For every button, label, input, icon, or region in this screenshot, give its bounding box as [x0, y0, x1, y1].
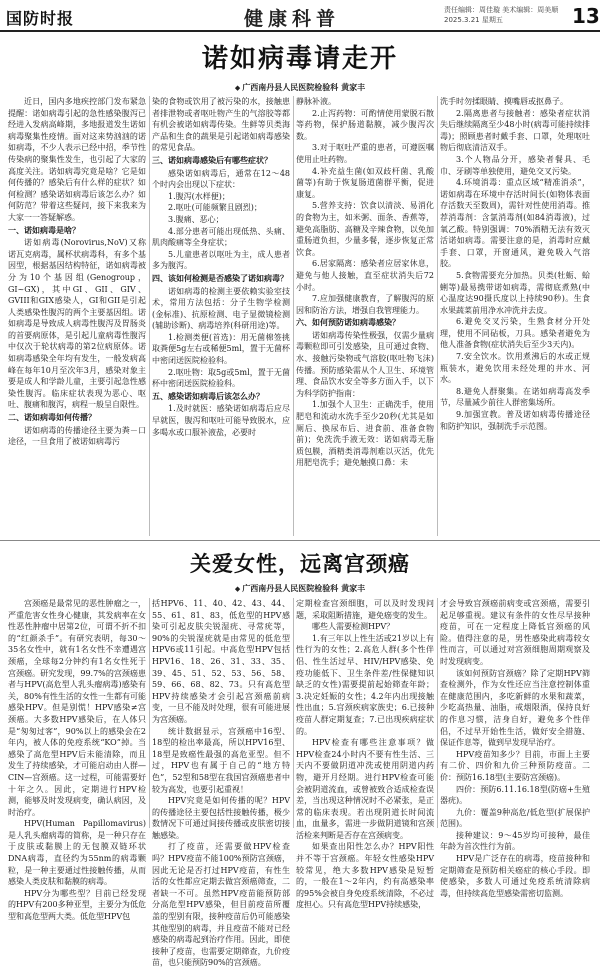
paragraph: HPV疫苗知多少？目前，市面上主要有二价、四价和九价三种预防疫苗。二价：预防16.18型(主要防宫颈癌)。	[440, 749, 590, 782]
article2-col-1	[8, 598, 146, 922]
article1-author: 广西南丹县人民医院检验科 黄家丰	[242, 83, 366, 92]
paragraph: 洗手时勿揉眼睛、摸嘴唇或抠鼻子。	[440, 97, 568, 106]
paragraph: 5.营养支持：饮食以清淡、易消化的食物为主，如米粥、面条、香蕉等，避免高脂肪、高糖及辛辣食物，以免加重肠道负担，少量多餐，逐步恢复正常饮食。	[296, 201, 434, 257]
section-title: 健康科普	[244, 8, 341, 30]
paragraph: 7.安全饮水。饮用煮沸后的水或正规瓶装水，避免饮用未经处理的井水、河水。	[440, 352, 590, 385]
paragraph: 统计数据显示，宫颈癌中16型、18型的检出率最高，所以HPV16型、18型是致癌性最强的高危亚型。但不过，HPV也有属于自己的“地方特色”，52型和58型在我国宫颈癌患者中较为高发，也要引起重视！	[152, 726, 290, 794]
paragraph: HPV检查有哪些注意事项？做HPV检查24小时内不要有性生活、三天内不要做阴道冲洗或使用阴道内药物，避开月经期。进行HPV检查可能会被阴道流血，或曾被致合适成检查误差，当出现这种情况时不必紧张，是正常的临床表现。若出现阴道长时间流血，血量多，需进一步做阴道镜和宫颈活检来判断是否存在宫颈病变。	[296, 738, 434, 840]
page-header	[0, 0, 600, 33]
article1-col-4	[440, 96, 590, 536]
paragraph: 3.腹痛、恶心；	[168, 214, 224, 224]
paragraph: 诺如病毒传染性极强，仅需少量病毒颗粒即可引发感染，且可通过食物、水、接触污染物或气溶胶(呕吐物飞沫)传播。预防感染需从个人卫生、环境管理、食品饮水安全等多方面入手，以下为科学防护指南：	[296, 330, 434, 398]
article1-title: 诺如病毒请走开	[201, 44, 398, 74]
newspaper-logo: 国防时报	[6, 9, 75, 28]
paragraph: HPV究竟是如何传播的呢？HPV的传播途径主要包括性接触传播，极少数情况下可通过间接传播或皮肤密切接触感染。	[152, 796, 290, 840]
column-divider	[149, 598, 150, 828]
section-heading: 三、诺如病毒感染后有哪些症状？	[152, 154, 272, 165]
paragraph: 静脉补液。	[296, 97, 336, 106]
paragraph: 四价：预防6.11.16.18型(防癌+生殖器疣)。	[440, 784, 590, 806]
paragraph: HPV是广泛存在的病毒，疫苗接种和定期筛查是预防相关癌症的核心手段。即使感染，多数人可通过免疫系统清除病毒，但持续高危型感染需密切监测。	[440, 854, 590, 898]
paragraph: 9.加强宣教。普及诺如病毒传播途径和防护知识，强制洗手示范图。	[440, 410, 590, 431]
paragraph: 诺如病毒的检测主要依赖实验室技术，常用方法包括：分子生物学检测(金标准)、抗原检测、电子显微镜检测(辅助诊断)、病毒培养(科研用途)等。	[152, 286, 290, 331]
paragraph: 5.食物需要充分加热。贝类(牡蛎、蛤蜊等)最易携带诺如病毒，需彻底煮熟(中心温度达90摄氏度以上持续90秒)。生食水果蔬菜前用净水冲洗并去皮。	[440, 270, 590, 315]
section-heading: 一、诺如病毒是啥？	[8, 224, 80, 235]
article2-col-2	[152, 598, 290, 968]
paragraph: 括HPV6、11、40、42、43、44、55、61、81、83，低危型的HPV感染可引起皮肤尖锐湿疣、寻常疣等，90%的尖锐湿疣就是由常见的低危型HPV6或11引起。中高危型HPV包括HPV16、18、26、31、33、35、39、45、51、52、53、56、58、59、66、68、82、73。只有高危型HPV持续感染才会引起宫颈癌前病变，一旦不能及时处理，很有可能进展为宫颈癌。	[152, 599, 290, 724]
paragraph: 1.加强个人卫生：正确洗手，使用肥皂和流动水洗手至少20秒(尤其是如厕后、换尿布后、进食前、准备食物前)；免洗洗手液无效：诺如病毒无脂质包膜，酒精类消毒剂难以灭活，优先用肥皂洗手；避免触摸口鼻：未	[296, 400, 434, 468]
column-divider	[149, 96, 150, 536]
article2-col-4	[440, 598, 590, 898]
editor-line: 责任编辑：周佳璇 美术编辑：周美顺	[444, 6, 559, 14]
paragraph: 如果查出阳性怎么办？HPV阳性并不等于宫颈癌。年轻女性感染HPV较常见，绝大多数HPV感染是短暂的，一般在1～2年内，约有高感染率的95%会被自身免疫系统清除，不必过度担心。只有高危型HPV持续感染，	[296, 842, 434, 910]
paragraph: 1.腹泻(水样便)；	[168, 191, 230, 201]
section-heading: 四、该如何检测是否感染了诺如病毒？	[152, 272, 288, 283]
paragraph: 九价：覆盖9种高危/低危型(扩展保护范围)。	[440, 807, 590, 829]
paragraph: 感染诺如病毒后，通常在12～48个时内会出现以下症状：	[152, 168, 290, 190]
paragraph: 7.应加强健康教育，了解腹泻的原因和防治方法，增强自我管理能力。	[296, 294, 434, 315]
paragraph: 1.及时就医：感染诺如病毒后应尽早就医，腹泻和呕吐可能导致脱水，应多喝水或口服补液盐，必要时	[152, 404, 290, 437]
paragraph: 8.避免人群聚集。在诺如病毒高发季节，尽量减少前往人群密集场所。	[440, 386, 590, 408]
paragraph: 2.隔离患者与接触者：感染者症状消失后继续隔离至少48小时(病毒可能持续排毒)；照顾患者时戴手套、口罩，处理呕吐物后彻底清洁双手。	[440, 108, 590, 153]
paragraph: 该如何预防宫颈癌？除了定期HPV筛查检测外，作为女性还应当注意控制体重在健康范围内，多吃新鲜的水果和蔬菜，少吃高热量、油脂，戒烟限酒，保持良好的作息习惯，洁身自好，避免多个性伴侣，不过早开始性生活，做好安全措施、保证作息等，做到早发现早治疗。	[440, 668, 590, 748]
paragraph: 2.呕吐(可能频繁且剧烈)；	[168, 203, 262, 213]
triangle-icon: ◆	[234, 585, 241, 593]
paragraph: 1.有三年以上性生活或21岁以上有性行为的女性；2.高危人群(多个性伴侣、性生活过早、HIV/HPV感染、免疫功能低下、卫生条件差/性保健知识缺乏的女性)需要提前起始筛查年龄；3.决定妊娠的女性；4.2年内出现接触性出血；5.宫颈疾病家族史；6.已接种疫苗人群定期复查；7.已出现疾病症状的。	[296, 633, 434, 736]
paragraph: 诺如病毒的传播途径主要为粪－口途径，一旦食用了被诺如病毒污	[8, 425, 146, 447]
paragraph: 哪些人需要检测HPV？	[312, 622, 395, 632]
article2-author: 广西南丹县人民医院检验科 黄家丰	[242, 584, 366, 593]
paragraph: 近日，国内多地疾控部门发布紧急提醒：诺如病毒引起的急性感染腹泻已经进入发病高峰期，多地报道发生诺如病毒聚集性疫情。面对这来势汹汹的诺如病毒，不少人表示已经中招，季节性传染病的聚集性发生，也引起了大家的高度关注。诺如病毒究竟是啥？它是如何传播的？感染后有什么样的症状？如何检测？感染诺如病毒后该怎么办？如何防范？带着这些疑问，接下来我来为大家一一答疑解惑。	[8, 97, 146, 222]
paragraph: 6.居家隔离：感染者应居家休息，避免与他人接触，直至症状消失后72小时。	[296, 259, 434, 292]
article2-col-3	[296, 598, 434, 910]
paragraph: 5.儿童患者以呕吐为主，成人患者多为腹泻。	[152, 249, 290, 271]
triangle-icon: ◆	[234, 84, 241, 92]
column-divider	[293, 96, 294, 536]
article1-byline	[0, 82, 600, 93]
column-divider	[437, 96, 438, 536]
paragraph: 4.环境消毒：重点区域“精准消杀”，诺如病毒在环境中存活时间长(如物体表面存活数天至数周)，需针对性使用消毒。推荐消毒剂：含氯消毒剂(如84消毒液)，过氧乙酸。特别强调：70%酒精无法有效灭活诺如病毒。需要注意的是，消毒时应戴手套、口罩，开窗通风，避免吸入气溶胶。	[440, 178, 590, 269]
paragraph: 1.检测类便(首选)：用无菌棉签挑取粪便5g左右或稀便5ml，置于无菌杯中密闭送医院检验科。	[152, 332, 290, 366]
article1-col-2	[152, 96, 290, 536]
article1-col-3	[296, 96, 434, 536]
article1-col-1	[8, 96, 146, 536]
paragraph: 接种建议：9～45岁均可接种，最佳年龄为首次性行为前。	[440, 830, 590, 852]
section-heading: 六、如何预防诺如病毒感染？	[296, 317, 400, 328]
edition-meta	[444, 5, 558, 25]
paragraph: 2.止泻药物：可酌情使用蒙脱石散等药物，保护肠道黏膜，减少腹泻次数。	[296, 108, 434, 141]
section-heading: 二、诺如病毒如何传播？	[8, 412, 96, 423]
paragraph: 3.个人物品分开，感染者餐具、毛巾、牙刷等单独使用，避免交叉污染。	[440, 154, 590, 176]
article-separator	[0, 540, 600, 541]
paragraph: 打了疫苗，还需要做HPV检查吗？HPV疫苗不能100%预防宫颈癌，因此无论是否打过HPV疫苗，有性生活的女性都应定期去做宫颈癌筛查，二者缺一不可。虽然HPV疫苗能预防部分高危型HPV感染，但目前疫苗所覆盖的型别有限，接种疫苗后仍可能感染其他型别的病毒，并且疫苗不能对已经感染的病毒起到治疗作用。因此，即使接种了疫苗，也需要定期筛查，九价疫苗，也只能预防90%的宫颈癌。	[152, 842, 290, 968]
paragraph: 才会导致宫颈癌前病变或宫颈癌，需要引起足够重视。建议有条件的女性尽早接种疫苗，可在一定程度上降低宫颈癌的风险。值得注意的是，男性感染此病毒较女性而言，可以通过对宫颈细胞周期观察及时发现病变。	[440, 599, 590, 666]
paragraph: 定期检查宫颈细胞，可以及时发现问题，采取阻断措施，避免癌变的发生。	[296, 599, 434, 620]
paragraph: 诺如病毒(Norovirus,NoV)又称诺瓦克病毒，属杯状病毒科，有多个基因型，根据基因结构特征，诺如病毒被分为10个基因组(Genogroup，GI~GX)，其中GI、GII、GIV、GVIII和GIX感染人，GI和GII是引起人类感染性腹泻的两个主要基因组。诺如病毒是导致成人病毒性腹泻及胃肠炎的首要病原体，是引起儿童病毒性腹泻中仅次于轮状病毒的第2位病原体。诺如病毒感染全年均有发生，一般发病高峰在每年10月至次年3月，感染对象主要是成人和学龄儿童，主要引起急性感染性腹泻。临床症状表现为恶心、呕吐、腹痛和腹泻，病程一般呈自限性。	[8, 238, 146, 410]
paragraph: 6.避免交叉污染，生熟食材分开处理，使用不同砧板，刀具。感染者避免为他人准备食物(症状消失后至少3天内)。	[440, 317, 590, 350]
paragraph: 宫颈癌是最常见的恶性肿瘤之一，严重危害女性身心健康，其发病率在女性恶性肿瘤中居第2位，可谓不折不扣的“红颜杀手”。有研究表明，每30～35名女性中，就有1名女性不幸遭遇宫颈癌，全球每2分钟约有1名女性死于宫颈癌。研究发现，99.7%的宫颈癌患者与HPV(高危型人乳头瘤病毒)感染有关，80%有性生活的女性一生都有可能感染HPV。但是别慌！HPV感染≠宫颈癌。大多数HPV感染后，在人体只是“匆匆过客”，90%以上的感染会在2年内，被人体的免疫系统“KO”掉。当感染了高危型HPV后未能清除，而且发生了持续感染，才可能启动由人群—CIN—宫颈癌。这一过程，可能需要好十年之久。因此，定期进行HPV检测，能够及时发现病变，确认病因，及时治疗。	[8, 599, 146, 817]
paragraph: 4.补充益生菌(如双歧杆菌、乳酸菌等)有助于恢复肠道菌群平衡，促进康复。	[296, 166, 434, 199]
paragraph: HPV(Human Papillomavirus)是人乳头瘤病毒的简称，是一种只存在于皮肤或黏膜上的无包膜双链环状DNA病毒，直径约为55nm的病毒颗粒，是一种主要通过性接触传播，从而感染人类皮肤和黏膜的病毒。	[8, 819, 146, 887]
section-heading: 五、感染诺如病毒后该怎么办？	[152, 390, 264, 401]
paragraph: HPV分为哪些型？目前已经发现的HPV有200多种亚型，主要分为低危型和高危型两大类。低危型HPV包	[8, 888, 146, 922]
paragraph: 4.部分患者可能出现低热、头痛、肌肉酸痛等全身症状；	[152, 226, 290, 248]
paragraph: 2.呕吐物：取5g或5ml，置于无菌杯中密闭送医院检验科。	[152, 367, 290, 389]
date-line: 2025.3.21 星期五	[444, 16, 503, 24]
header-rule	[0, 30, 600, 32]
column-divider	[437, 598, 438, 828]
article2-byline	[0, 583, 600, 594]
paragraph: 3.对于呕吐严重的患者，可遵医嘱使用止吐药物。	[296, 143, 434, 164]
paragraph: 染的食物或饮用了被污染的水，接触患者排泄物或者呕吐物产生的气溶胶等都有机会被诺如病毒传染。生鲜等贝类海产品和生食的蔬果是引起诺如病毒感染的常见食品。	[152, 97, 290, 153]
page-number: 13	[572, 4, 600, 28]
article2-title: 关爱女性，远离宫颈癌	[190, 552, 410, 576]
column-divider	[293, 598, 294, 828]
